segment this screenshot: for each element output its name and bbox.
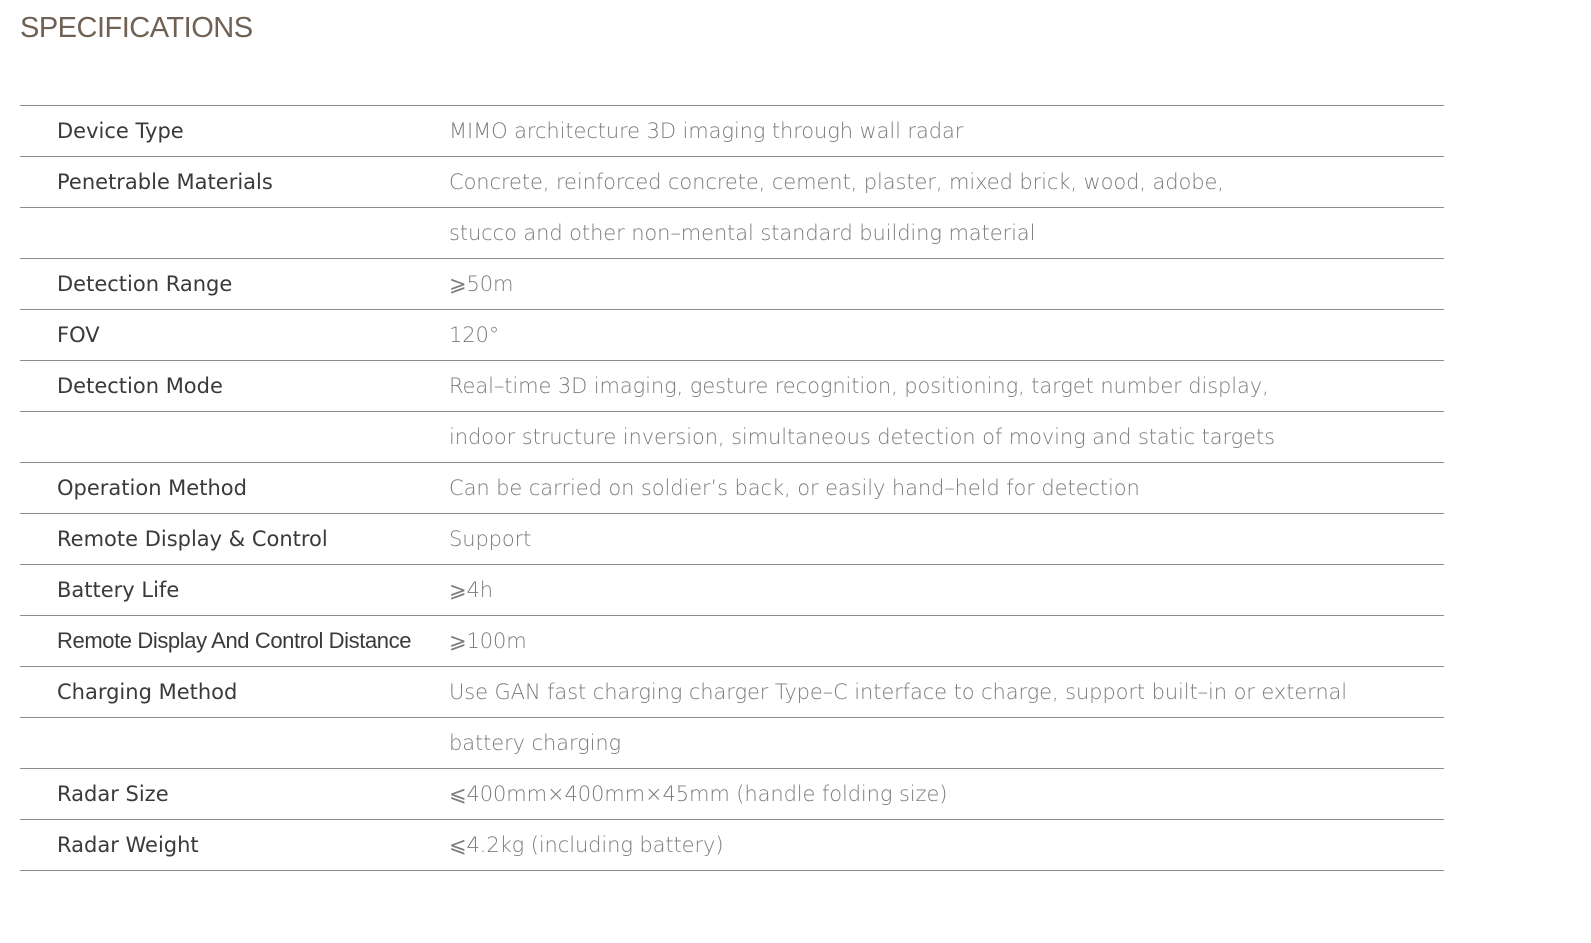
spec-value: indoor structure inversion, simultaneous detection of moving and static targets <box>449 425 1275 449</box>
spec-row-detection-mode-continued <box>20 412 1444 463</box>
spec-label: Detection Mode <box>57 374 223 398</box>
spec-label: Charging Method <box>57 680 238 704</box>
spec-value: Use GAN fast charging charger Type–C interface to charge, support built–in or external <box>449 680 1348 704</box>
spec-label: Device Type <box>57 119 184 143</box>
spec-label: Penetrable Materials <box>57 170 273 194</box>
spec-row-charging-method-continued <box>20 718 1444 769</box>
spec-row-fov <box>20 310 1444 361</box>
spec-row-radar-weight <box>20 820 1444 871</box>
spec-value: ⩾4h <box>449 578 493 602</box>
spec-value: Concrete, reinforced concrete, cement, plaster, mixed brick, wood, adobe, <box>449 170 1224 194</box>
spec-row-detection-range <box>20 259 1444 310</box>
spec-row-remote-control-distance <box>20 616 1444 667</box>
spec-value: ⩾100m <box>449 629 527 653</box>
spec-value: 120° <box>449 323 500 347</box>
spec-row-detection-mode <box>20 361 1444 412</box>
spec-label: Remote Display & Control <box>57 527 328 551</box>
spec-value: stucco and other non–mental standard building material <box>449 221 1036 245</box>
spec-value: ⩽400mm×400mm×45mm (handle folding size) <box>449 782 948 806</box>
spec-row-device-type <box>20 106 1444 157</box>
spec-label: Operation Method <box>57 476 247 500</box>
spec-label: FOV <box>57 323 100 347</box>
spec-row-operation-method <box>20 463 1444 514</box>
spec-value: MIMO architecture 3D imaging through wall radar <box>449 119 964 143</box>
spec-label: Detection Range <box>57 272 233 296</box>
spec-value: ⩾50m <box>449 272 514 296</box>
page-title: SPECIFICATIONS <box>20 12 253 44</box>
spec-row-penetrable-materials <box>20 157 1444 208</box>
specifications-table <box>20 105 1444 871</box>
spec-label: Battery Life <box>57 578 180 602</box>
spec-row-penetrable-materials-continued <box>20 208 1444 259</box>
spec-row-battery-life <box>20 565 1444 616</box>
spec-value: Support <box>449 527 532 551</box>
spec-label: Radar Size <box>57 782 169 806</box>
spec-label: Remote Display And Control Distance <box>57 628 412 653</box>
spec-value: ⩽4.2kg (including battery) <box>449 833 724 857</box>
spec-value: Can be carried on soldier’s back, or easily hand–held for detection <box>449 476 1140 500</box>
spec-value: battery charging <box>449 731 622 755</box>
spec-value: Real–time 3D imaging, gesture recognition, positioning, target number display, <box>449 374 1269 398</box>
spec-label: Radar Weight <box>57 833 199 857</box>
spec-row-radar-size <box>20 769 1444 820</box>
spec-row-remote-display-control <box>20 514 1444 565</box>
spec-row-charging-method <box>20 667 1444 718</box>
